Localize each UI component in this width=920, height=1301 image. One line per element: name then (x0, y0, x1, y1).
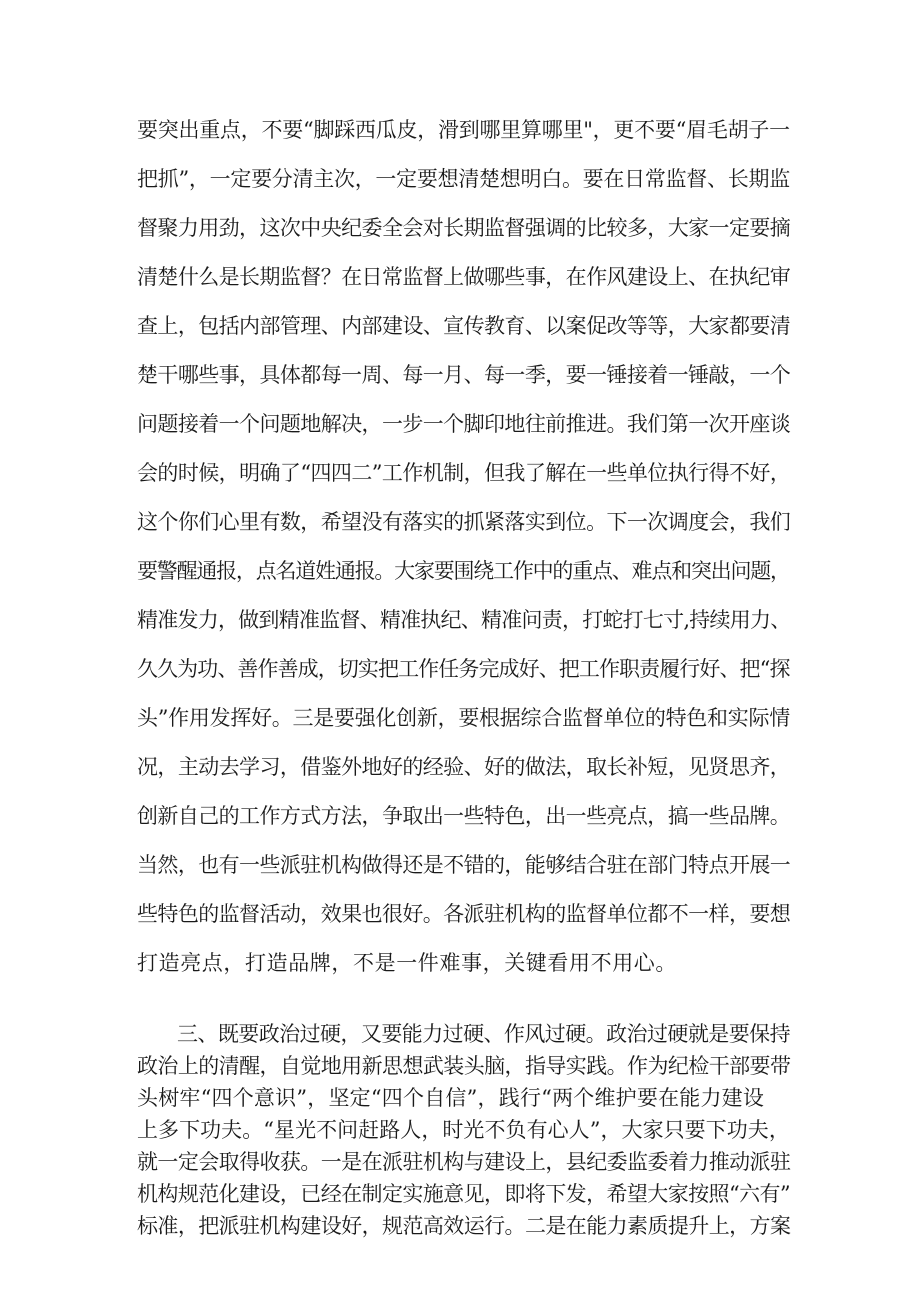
text-line: 把抓”，一定要分清主次，一定要想清楚想明白。要在日常监督、长期监 (137, 167, 790, 191)
text-line: 创新自己的工作方式方法，争取出一些特色，出一些亮点，搞一些品牌。 (137, 804, 791, 828)
text-line: 头”作用发挥好。三是要强化创新，要根据综合监督单位的特色和实际情 (137, 706, 790, 730)
text-line: 这个你们心里有数，希望没有落实的抓紧落实到位。下一次调度会，我们 (137, 510, 791, 534)
text-line: 当然，也有一些派驻机构做得还是不错的，能够结合驻在部门特点开展一 (137, 853, 791, 877)
text-line: 查上，包括内部管理、内部建设、宣传教育、以案促改等等，大家都要清 (137, 314, 791, 338)
text-line: 楚干哪些事，具体都每一周、每一月、每一季，要一锤接着一锤敲，一个 (137, 363, 791, 387)
text-line: 况，主动去学习，借鉴外地好的经验、好的做法，取长补短，见贤思齐， (137, 755, 791, 779)
text-line: 政治上的清醒，自觉地用新思想武装头脑，指导实践。作为纪检干部要带 (137, 1054, 791, 1078)
text-line: 机构规范化建设，已经在制定实施意见，即将下发，希望大家按照“六有” (137, 1182, 791, 1206)
text-line: 督聚力用劲，这次中央纪委全会对长期监督强调的比较多，大家一定要摘 (137, 216, 791, 240)
text-line: 上多下功夫。“星光不问赶路人，时光不负有心人”，大家只要下功夫， (137, 1118, 790, 1142)
text-line: 标准，把派驻机构建设好，规范高效运行。二是在能力素质提升上，方案 (137, 1214, 791, 1238)
text-line: 头树牢“四个意识”，坚定“四个自信”，践行“两个维护要在能力建设 (137, 1086, 765, 1110)
text-line: 久久为功、善作善成，切实把工作任务完成好、把工作职责履行好、把“探 (137, 657, 790, 681)
text-line: 要突出重点，不要“脚踩西瓜皮，滑到哪里算哪里"，更不要“眉毛胡子一 (137, 118, 790, 142)
text-line: 会的时候，明确了“四四二”工作机制，但我了解在一些单位执行得不好， (137, 461, 791, 485)
text-line: 三、既要政治过硬，又要能力过硬、作风过硬。政治过硬就是要保持 (177, 1022, 790, 1046)
text-line: 些特色的监督活动，效果也很好。各派驻机构的监督单位都不一样，要想 (137, 902, 791, 926)
text-line: 精准发力，做到精准监督、精准执纪、精准问责，打蛇打七寸,持续用力、 (137, 608, 791, 632)
text-line: 打造亮点，打造品牌，不是一件难事，关键看用不用心。 (137, 951, 677, 975)
text-line: 要警醒通报，点名道姓通报。大家要围绕工作中的重点、难点和突出问题， (137, 559, 790, 583)
text-line: 清楚什么是长期监督？在日常监督上做哪些事，在作风建设上、在执纪审 (137, 265, 791, 289)
text-line: 问题接着一个问题地解决，一步一个脚印地往前推进。我们第一次开座谈 (137, 412, 791, 436)
text-line: 就一定会取得收获。一是在派驻机构与建设上，县纪委监委着力推动派驻 (137, 1150, 791, 1174)
